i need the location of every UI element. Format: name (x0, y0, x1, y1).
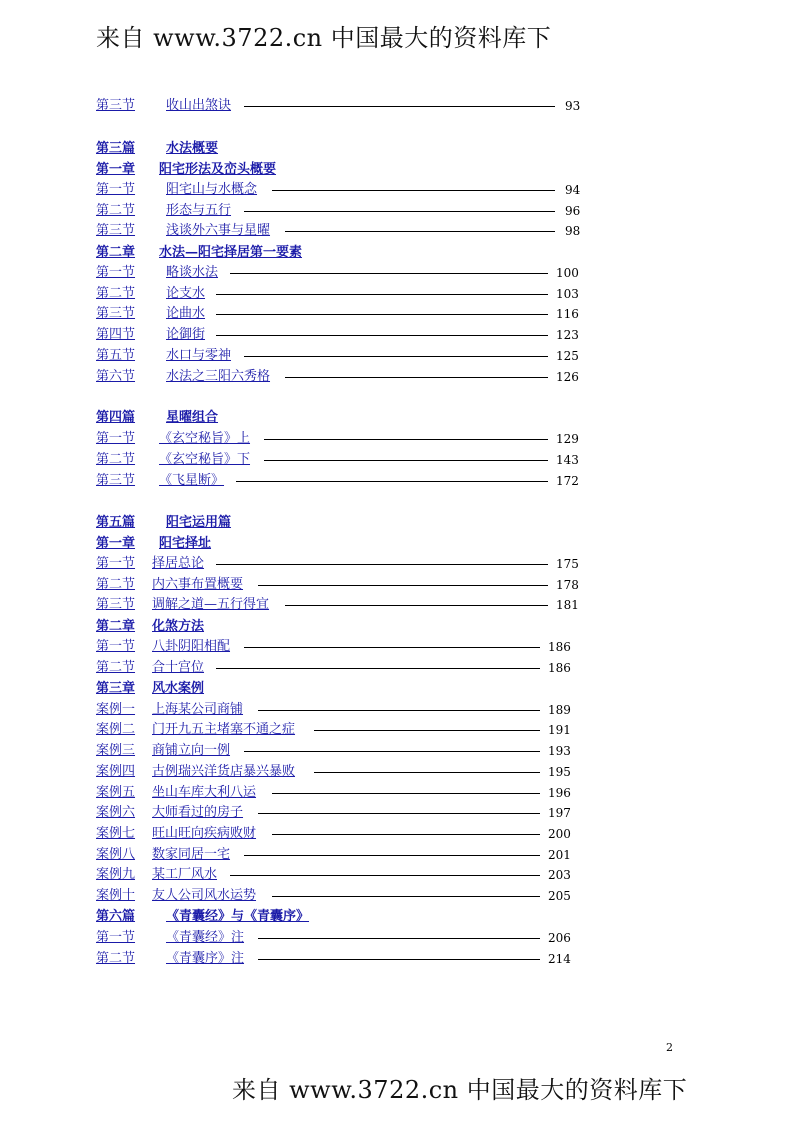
toc-entry (0, 659, 793, 677)
dotted-leader (258, 959, 540, 960)
toc-entry-label[interactable]: 案例九 (96, 867, 136, 882)
toc-entry-page: 123 (556, 328, 579, 342)
toc-entry-page: 125 (556, 349, 579, 363)
page-number: 2 (666, 1041, 673, 1054)
toc-entry-label[interactable]: 案例二 (96, 722, 136, 737)
toc-entry-title[interactable]: 门开九五主堵塞不通之症 (152, 722, 296, 737)
toc-entry (0, 596, 793, 614)
toc-part-heading (0, 514, 793, 532)
toc-entry-title[interactable]: 星曜组合 (166, 410, 219, 425)
toc-entry-label[interactable]: 第一章 (96, 162, 136, 177)
toc-entry-page: 206 (548, 931, 571, 945)
toc-entry-label[interactable]: 第一节 (96, 431, 136, 446)
dotted-leader (264, 439, 548, 440)
toc-entry-title[interactable]: 形态与五行 (166, 203, 232, 218)
toc-entry-page: 189 (548, 703, 571, 717)
dotted-leader (216, 314, 548, 315)
toc-entry-label[interactable]: 第二节 (96, 660, 136, 675)
toc-entry-label[interactable]: 第三篇 (96, 141, 136, 156)
toc-entry (0, 950, 793, 968)
toc-entry-label[interactable]: 第六篇 (96, 909, 136, 924)
toc-entry-page: 193 (548, 744, 571, 758)
dotted-leader (258, 710, 540, 711)
toc-entry-page: 197 (548, 806, 571, 820)
toc-entry (0, 222, 793, 240)
dotted-leader (285, 605, 548, 606)
toc-entry-page: 94 (565, 183, 581, 197)
toc-entry-title[interactable]: 《玄空秘旨》下 (159, 452, 251, 467)
toc-entry-label[interactable]: 案例七 (96, 826, 136, 841)
toc-entry-label[interactable]: 第四节 (96, 327, 136, 342)
dotted-leader (258, 938, 540, 939)
dotted-leader (216, 294, 548, 295)
toc-entry (0, 347, 793, 365)
toc-chapter-heading (0, 535, 793, 553)
toc-entry-label[interactable]: 第六节 (96, 369, 136, 384)
toc-entry-title[interactable]: 《飞星断》 (159, 473, 225, 488)
dotted-leader (230, 273, 548, 274)
toc-entry-page: 126 (556, 370, 579, 384)
toc-entry-title[interactable]: 风水案例 (152, 681, 205, 696)
toc-entry-label[interactable]: 第五节 (96, 348, 136, 363)
toc-entry-title[interactable]: 水法概要 (166, 141, 219, 156)
toc-entry-page: 201 (548, 848, 571, 862)
toc-chapter-heading (0, 244, 793, 262)
toc-entry-page: 186 (548, 640, 571, 654)
toc-entry-label[interactable]: 第一节 (96, 639, 136, 654)
toc-entry (0, 576, 793, 594)
dotted-leader (244, 647, 540, 648)
toc-entry-title[interactable]: 旺山旺向疾病败财 (152, 826, 257, 841)
toc-entry-page: 186 (548, 661, 571, 675)
toc-entry-title[interactable]: 浅谈外六事与星曜 (166, 223, 271, 238)
toc-entry-page: 181 (556, 598, 579, 612)
toc-entry-label[interactable]: 第二节 (96, 951, 136, 966)
toc-entry (0, 555, 793, 573)
toc-entry-title[interactable]: 合十宫位 (152, 660, 205, 675)
toc-entry-label[interactable]: 第二章 (96, 245, 136, 260)
toc-entry (0, 887, 793, 905)
toc-entry-title[interactable]: 择居总论 (152, 556, 205, 571)
toc-entry-title[interactable]: 内六事布置概要 (152, 577, 244, 592)
header-banner: 来自 www.3722.cn 中国最大的资料库下 (96, 24, 552, 52)
toc-entry-label[interactable]: 第一章 (96, 536, 136, 551)
toc-entry-title[interactable]: 《青囊序》注 (166, 951, 245, 966)
toc-entry-label[interactable]: 第三节 (96, 473, 136, 488)
toc-entry-title[interactable]: 古例瑞兴洋货店暴兴暴败 (152, 764, 296, 779)
toc-entry-page: 203 (548, 868, 571, 882)
toc-entry-title[interactable]: 《玄空秘旨》上 (159, 431, 251, 446)
toc-entry (0, 264, 793, 282)
toc-entry-label[interactable]: 第一节 (96, 556, 136, 571)
toc-entry-label[interactable]: 案例八 (96, 847, 136, 862)
dotted-leader (258, 813, 540, 814)
toc-entry (0, 742, 793, 760)
toc-entry-page: 205 (548, 889, 571, 903)
toc-entry-title[interactable]: 数家同居一宅 (152, 847, 231, 862)
toc-entry-label[interactable]: 第二章 (96, 619, 136, 634)
toc-entry-title[interactable]: 友人公司风水运势 (152, 888, 257, 903)
toc-entry-title[interactable]: 收山出煞诀 (166, 98, 232, 113)
dotted-leader (244, 855, 540, 856)
toc-entry-title[interactable]: 论支水 (166, 286, 206, 301)
dotted-leader (244, 356, 548, 357)
toc-entry-label[interactable]: 案例六 (96, 805, 136, 820)
toc-entry-page: 116 (556, 307, 579, 321)
toc-entry (0, 825, 793, 843)
toc-entry-label[interactable]: 案例四 (96, 764, 136, 779)
toc-entry-label[interactable]: 第二节 (96, 577, 136, 592)
toc-entry-title[interactable]: 八卦阴阳相配 (152, 639, 231, 654)
dotted-leader (272, 896, 540, 897)
toc-entry-title[interactable]: 《青囊经》注 (166, 930, 245, 945)
dotted-leader (244, 211, 555, 212)
toc-chapter-heading (0, 618, 793, 636)
toc-entry-title[interactable]: 论御街 (166, 327, 206, 342)
toc-entry (0, 326, 793, 344)
toc-entry (0, 763, 793, 781)
toc-entry-title[interactable]: 水法之三阳六秀格 (166, 369, 271, 384)
toc-entry-page: 200 (548, 827, 571, 841)
dotted-leader (244, 106, 555, 107)
toc-entry-page: 100 (556, 266, 579, 280)
toc-entry-label[interactable]: 第一节 (96, 265, 136, 280)
toc-entry-label[interactable]: 第三章 (96, 681, 136, 696)
toc-entry-title[interactable]: 调解之道—五行得宜 (152, 597, 270, 612)
toc-entry-title[interactable]: 阳宅形法及峦头概要 (159, 162, 277, 177)
toc-entry-page: 196 (548, 786, 571, 800)
toc-entry-label[interactable]: 案例十 (96, 888, 136, 903)
dotted-leader (230, 875, 540, 876)
dotted-leader (244, 751, 540, 752)
toc-entry-title[interactable]: 上海某公司商铺 (152, 702, 244, 717)
toc-entry (0, 866, 793, 884)
toc-part-heading (0, 140, 793, 158)
toc-entry-title[interactable]: 论曲水 (166, 306, 206, 321)
toc-part-heading (0, 908, 793, 926)
dotted-leader (272, 834, 540, 835)
toc-entry-page: 175 (556, 557, 579, 571)
toc-entry-title[interactable]: 阳宅山与水概念 (166, 182, 258, 197)
toc-entry-title[interactable]: 某工厂风水 (152, 867, 218, 882)
toc-entry-title[interactable]: 阳宅运用篇 (166, 515, 232, 530)
toc-entry (0, 638, 793, 656)
toc-entry-label[interactable]: 案例三 (96, 743, 136, 758)
toc-entry-title[interactable]: 坐山车库大利八运 (152, 785, 257, 800)
toc-entry (0, 97, 793, 115)
dotted-leader (272, 190, 555, 191)
toc-chapter-heading (0, 161, 793, 179)
toc-entry-label[interactable]: 第二节 (96, 203, 136, 218)
dotted-leader (285, 377, 548, 378)
toc-entry-title[interactable]: 水口与零神 (166, 348, 232, 363)
toc-entry (0, 181, 793, 199)
toc-entry-title[interactable]: 阳宅择址 (159, 536, 212, 551)
toc-entry (0, 368, 793, 386)
toc-entry-page: 172 (556, 474, 579, 488)
toc-entry-page: 93 (565, 99, 581, 113)
toc-entry-title[interactable]: 化煞方法 (152, 619, 205, 634)
dotted-leader (285, 231, 555, 232)
toc-part-heading (0, 409, 793, 427)
dotted-leader (314, 730, 540, 731)
toc-entry-page: 195 (548, 765, 571, 779)
toc-entry-label[interactable]: 案例五 (96, 785, 136, 800)
dotted-leader (258, 585, 548, 586)
footer-banner: 来自 www.3722.cn 中国最大的资料库下 (232, 1076, 688, 1104)
toc-entry-label[interactable]: 第五篇 (96, 515, 136, 530)
toc-entry-label[interactable]: 案例一 (96, 702, 136, 717)
toc-entry-title[interactable]: 《青囊经》与《青囊序》 (166, 909, 310, 924)
toc-entry-label[interactable]: 第三节 (96, 98, 136, 113)
toc-entry (0, 701, 793, 719)
toc-entry (0, 430, 793, 448)
toc-entry-label[interactable]: 第二节 (96, 286, 136, 301)
dotted-leader (236, 481, 548, 482)
toc-entry-page: 129 (556, 432, 579, 446)
toc-entry-page: 178 (556, 578, 579, 592)
toc-entry-page: 98 (565, 224, 581, 238)
toc-entry (0, 472, 793, 490)
toc-chapter-heading (0, 680, 793, 698)
toc-entry-label[interactable]: 第三节 (96, 306, 136, 321)
toc-entry-label[interactable]: 第三节 (96, 597, 136, 612)
dotted-leader (216, 335, 548, 336)
toc-entry-page: 191 (548, 723, 571, 737)
toc-entry-label[interactable]: 第一节 (96, 930, 136, 945)
toc-entry-title[interactable]: 商铺立向一例 (152, 743, 231, 758)
toc-entry (0, 285, 793, 303)
dotted-leader (216, 668, 540, 669)
toc-entry-title[interactable]: 略谈水法 (166, 265, 219, 280)
dotted-leader (216, 564, 548, 565)
dotted-leader (272, 793, 540, 794)
toc-entry-label[interactable]: 第三节 (96, 223, 136, 238)
toc-entry-label[interactable]: 第四篇 (96, 410, 136, 425)
dotted-leader (314, 772, 540, 773)
toc-entry (0, 784, 793, 802)
toc-entry (0, 929, 793, 947)
toc-entry-page: 103 (556, 287, 579, 301)
toc-entry-page: 143 (556, 453, 579, 467)
toc-entry (0, 202, 793, 220)
toc-entry-page: 96 (565, 204, 581, 218)
toc-entry-title[interactable]: 水法—阳宅择居第一要素 (159, 245, 303, 260)
toc-entry (0, 846, 793, 864)
toc-entry (0, 804, 793, 822)
toc-entry-title[interactable]: 大师看过的房子 (152, 805, 244, 820)
toc-entry-page: 214 (548, 952, 571, 966)
toc-entry-label[interactable]: 第二节 (96, 452, 136, 467)
toc-entry-label[interactable]: 第一节 (96, 182, 136, 197)
toc-entry (0, 451, 793, 469)
toc-entry (0, 305, 793, 323)
toc-entry (0, 721, 793, 739)
dotted-leader (264, 460, 548, 461)
